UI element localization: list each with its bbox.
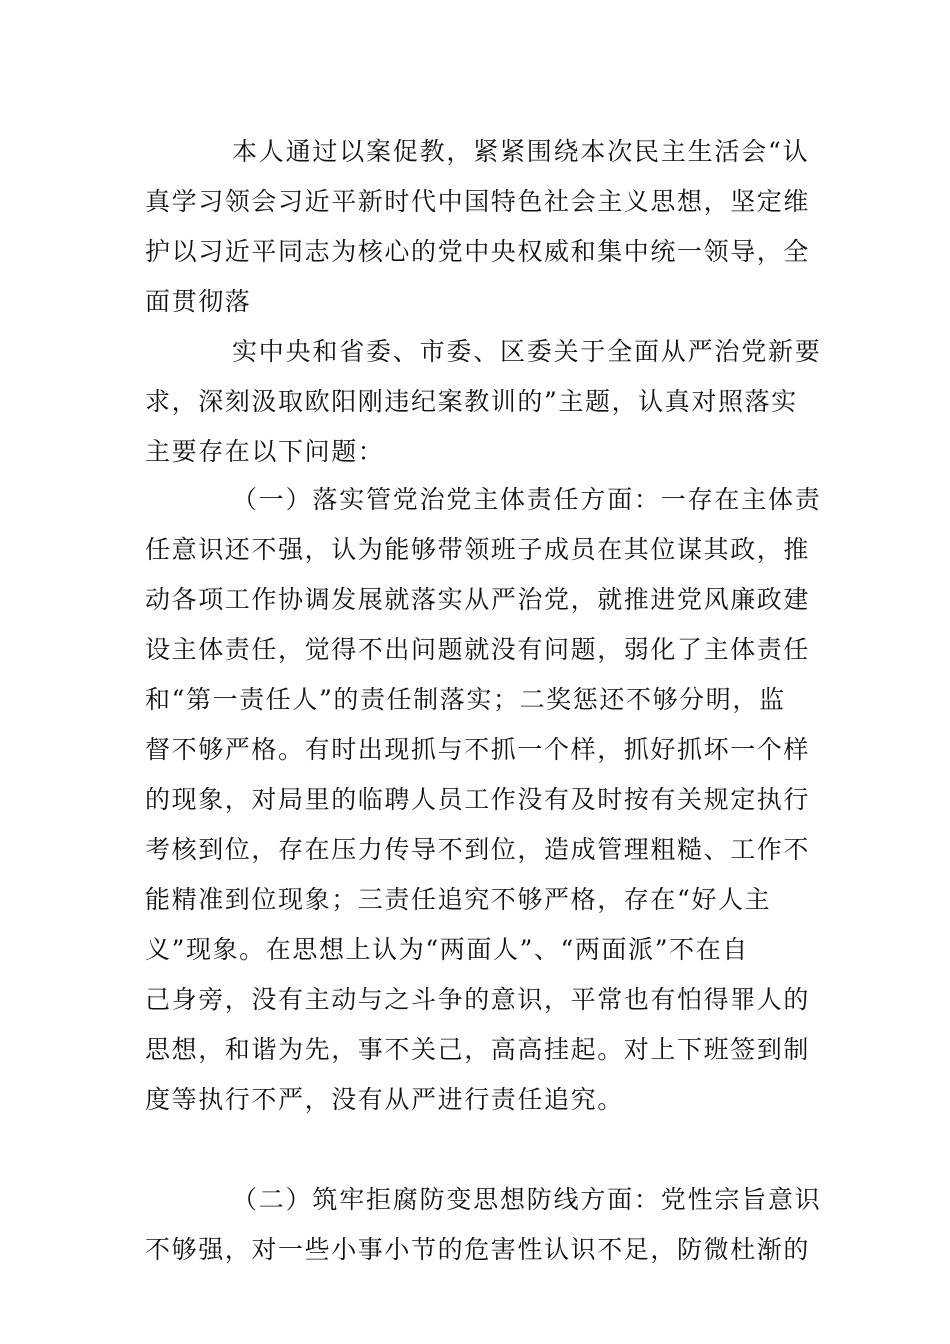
paragraph-1-line-1: 本人通过以案促教，紧紧围绕本次民主生活会“认 — [232, 137, 810, 166]
paragraph-3-line-4: 设主体责任，觉得不出问题就没有问题，弱化了主体责任 — [145, 635, 811, 664]
paragraph-1-line-2: 真学习领会习近平新时代中国特色社会主义思想，坚定维 — [145, 187, 811, 216]
paragraph-3-line-3: 动各项工作协调发展就落实从严治党，就推进党风廉政建 — [145, 585, 811, 614]
paragraph-1-line-4: 面贯彻落 — [145, 287, 252, 316]
paragraph-4-line-1: （二）筑牢拒腐防变思想防线方面：党性宗旨意识 — [232, 1185, 822, 1214]
paragraph-3-line-13: 度等执行不严，没有从严进行责任追究。 — [145, 1085, 624, 1114]
paragraph-3-line-12: 思想，和谐为先，事不关己，高高挂起。对上下班签到制 — [145, 1035, 811, 1064]
paragraph-2-line-2: 求，深刻汲取欧阳刚违纪案教训的”主题，认真对照落实 — [145, 387, 798, 416]
paragraph-3-line-10: 义”现象。在思想上认为“两面人”、“两面派”不在自 — [145, 935, 749, 964]
paragraph-3-line-2: 任意识还不强，认为能够带领班子成员在其位谋其政，推 — [145, 535, 811, 564]
paragraph-3-line-8: 考核到位，存在压力传导不到位，造成管理粗糙、工作不 — [145, 835, 811, 864]
paragraph-2-line-3: 主要存在以下问题： — [145, 437, 385, 466]
paragraph-3-line-6: 督不够严格。有时出现抓与不抓一个样，抓好抓坏一个样 — [145, 735, 811, 764]
paragraph-3-line-7: 的现象，对局里的临聘人员工作没有及时按有关规定执行 — [145, 785, 811, 814]
paragraph-2-line-1: 实中央和省委、市委、区委关于全面从严治党新要 — [232, 337, 822, 366]
paragraph-4-line-2: 不够强，对一些小事小节的危害性认识不足，防微杜渐的 — [145, 1235, 811, 1264]
paragraph-3-line-1: （一）落实管党治党主体责任方面：一存在主体责 — [232, 485, 822, 514]
paragraph-1-line-3: 护以习近平同志为核心的党中央权威和集中统一领导，全 — [145, 237, 811, 266]
paragraph-3-line-11: 己身旁，没有主动与之斗争的意识，平常也有怕得罪人的 — [145, 985, 811, 1014]
paragraph-3-line-5: 和“第一责任人”的责任制落实；二奖惩还不够分明，监 — [145, 685, 786, 714]
paragraph-3-line-9: 能精准到位现象；三责任追究不够严格，存在“好人主 — [145, 885, 772, 914]
